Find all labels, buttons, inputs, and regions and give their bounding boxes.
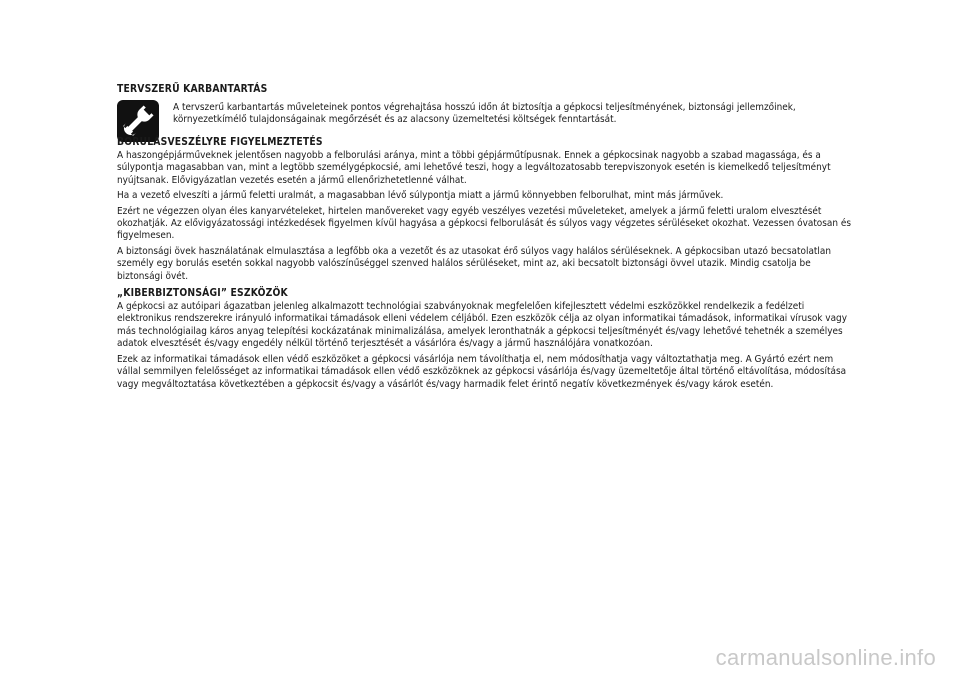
rollover-paragraph: A haszongépjárműveknek jelentősen nagyobb a felborulási aránya, mint a többi gépjárműtípusnak. Ennek a gépkocsinak nagyobb a szabad magassága, és a súlypontja magasabban van, mint a legtöbb személygépkocsié, ami lehetővé teszi, hogy a legváltozatosabb terepviszonyok esetén is kiemelkedő teljesítményt nyújtsanak. Elővigyázatlan vezetés esetén a jármű ellenőrizhetetlenné válhat. <box>117 150 831 186</box>
cyber-paragraph: Ezek az informatikai támadások ellen védő eszközöket a gépkocsi vásárlója nem távolíthatja el, nem módosíthatja vagy változtathatja meg. A Gyártó ezért nem vállal semmilyen felelősséget az informatikai támadások ellen védő eszközöknek az gépkocsi vásárlója és/vagy üzemeltetője által történő eltávolítása, módosítása vagy megváltoztatása következtében a gépkocsit és/vagy a vásárlót és/vagy harmadik felet érintő negatív következmények és/vagy károk esetén. <box>117 353 847 390</box>
rollover-heading: BORULÁSVESZÉLYRE FIGYELMEZTETÉS <box>117 136 323 148</box>
rollover-section <box>117 135 857 283</box>
cyber-heading: „KIBERBIZTONSÁGI” ESZKÖZÖK <box>117 287 288 300</box>
cyber-section <box>117 286 857 391</box>
cyber-paragraph: A gépkocsi az autóipari ágazatban jelenleg alkalmazott technológiai szabványoknak megfelelően kifejlesztett védelmi eszközökkel rendelkezik a fedélzeti elektronikus rendszerekre irányuló informatikai támadások elleni védelem céljából. Ezen eszközök célja az olyan informatikai támadások, informatikai vírusok vagy más technológiailag káros anyag telepítési kockázatának minimalizálása, amelyek leronthatnák a gépkocsi teljesítményét és/vagy lehetővé tehetnék a személyes adatok elvesztését és/vagy engedély nélkül történő terjesztését a vásárlóra és/vagy a jármű használójára vonatkozóan. <box>117 301 848 350</box>
rollover-paragraph: Ha a vezető elveszíti a jármű feletti uralmát, a magasabban lévő súlypontja miatt a jármű könnyebben felborulhat, mint más járművek. <box>117 190 724 202</box>
maintenance-text: A tervszerű karbantartás műveleteinek pontos végrehajtása hosszú időn át biztosítja a gépkocsi teljesítményének, biztonsági jellemzőinek, környezetkímélő tulajdonságainak megőrzését és az alacsony üzemeltetési költségek fenntartását. <box>173 102 796 126</box>
watermark: carmanualsonline.info <box>715 645 936 670</box>
maintenance-section <box>117 82 857 132</box>
rollover-paragraph: Ezért ne végezzen olyan éles kanyarvételeket, hirtelen manővereket vagy egyéb veszélyes vezetési műveleteket, amelyek a jármű feletti uralom elvesztését okozhatják. Az elővigyázatossági intézkedések figyelmen kívül hagyása a gépkocsi felborulását és súlyos vagy végzetes sérüléseket okozhat. Vezessen óvatosan és figyelmesen. <box>117 205 852 242</box>
rollover-paragraph: A biztonsági övek használatának elmulasztása a legfőbb oka a vezetőt és az utasokat érő súlyos vagy halálos sérüléseknek. A gépkocsiban utazó becsatolatlan személy egy borulás esetén sokkal nagyobb valószínűséggel szenved halálos sérüléseket, mint az, aki becsatolt biztonsági övvel utazik. Mindig csatolja be biztonsági övét. <box>117 245 832 282</box>
manual-page <box>117 82 857 394</box>
maintenance-heading: TERVSZERŰ KARBANTARTÁS <box>117 83 268 95</box>
